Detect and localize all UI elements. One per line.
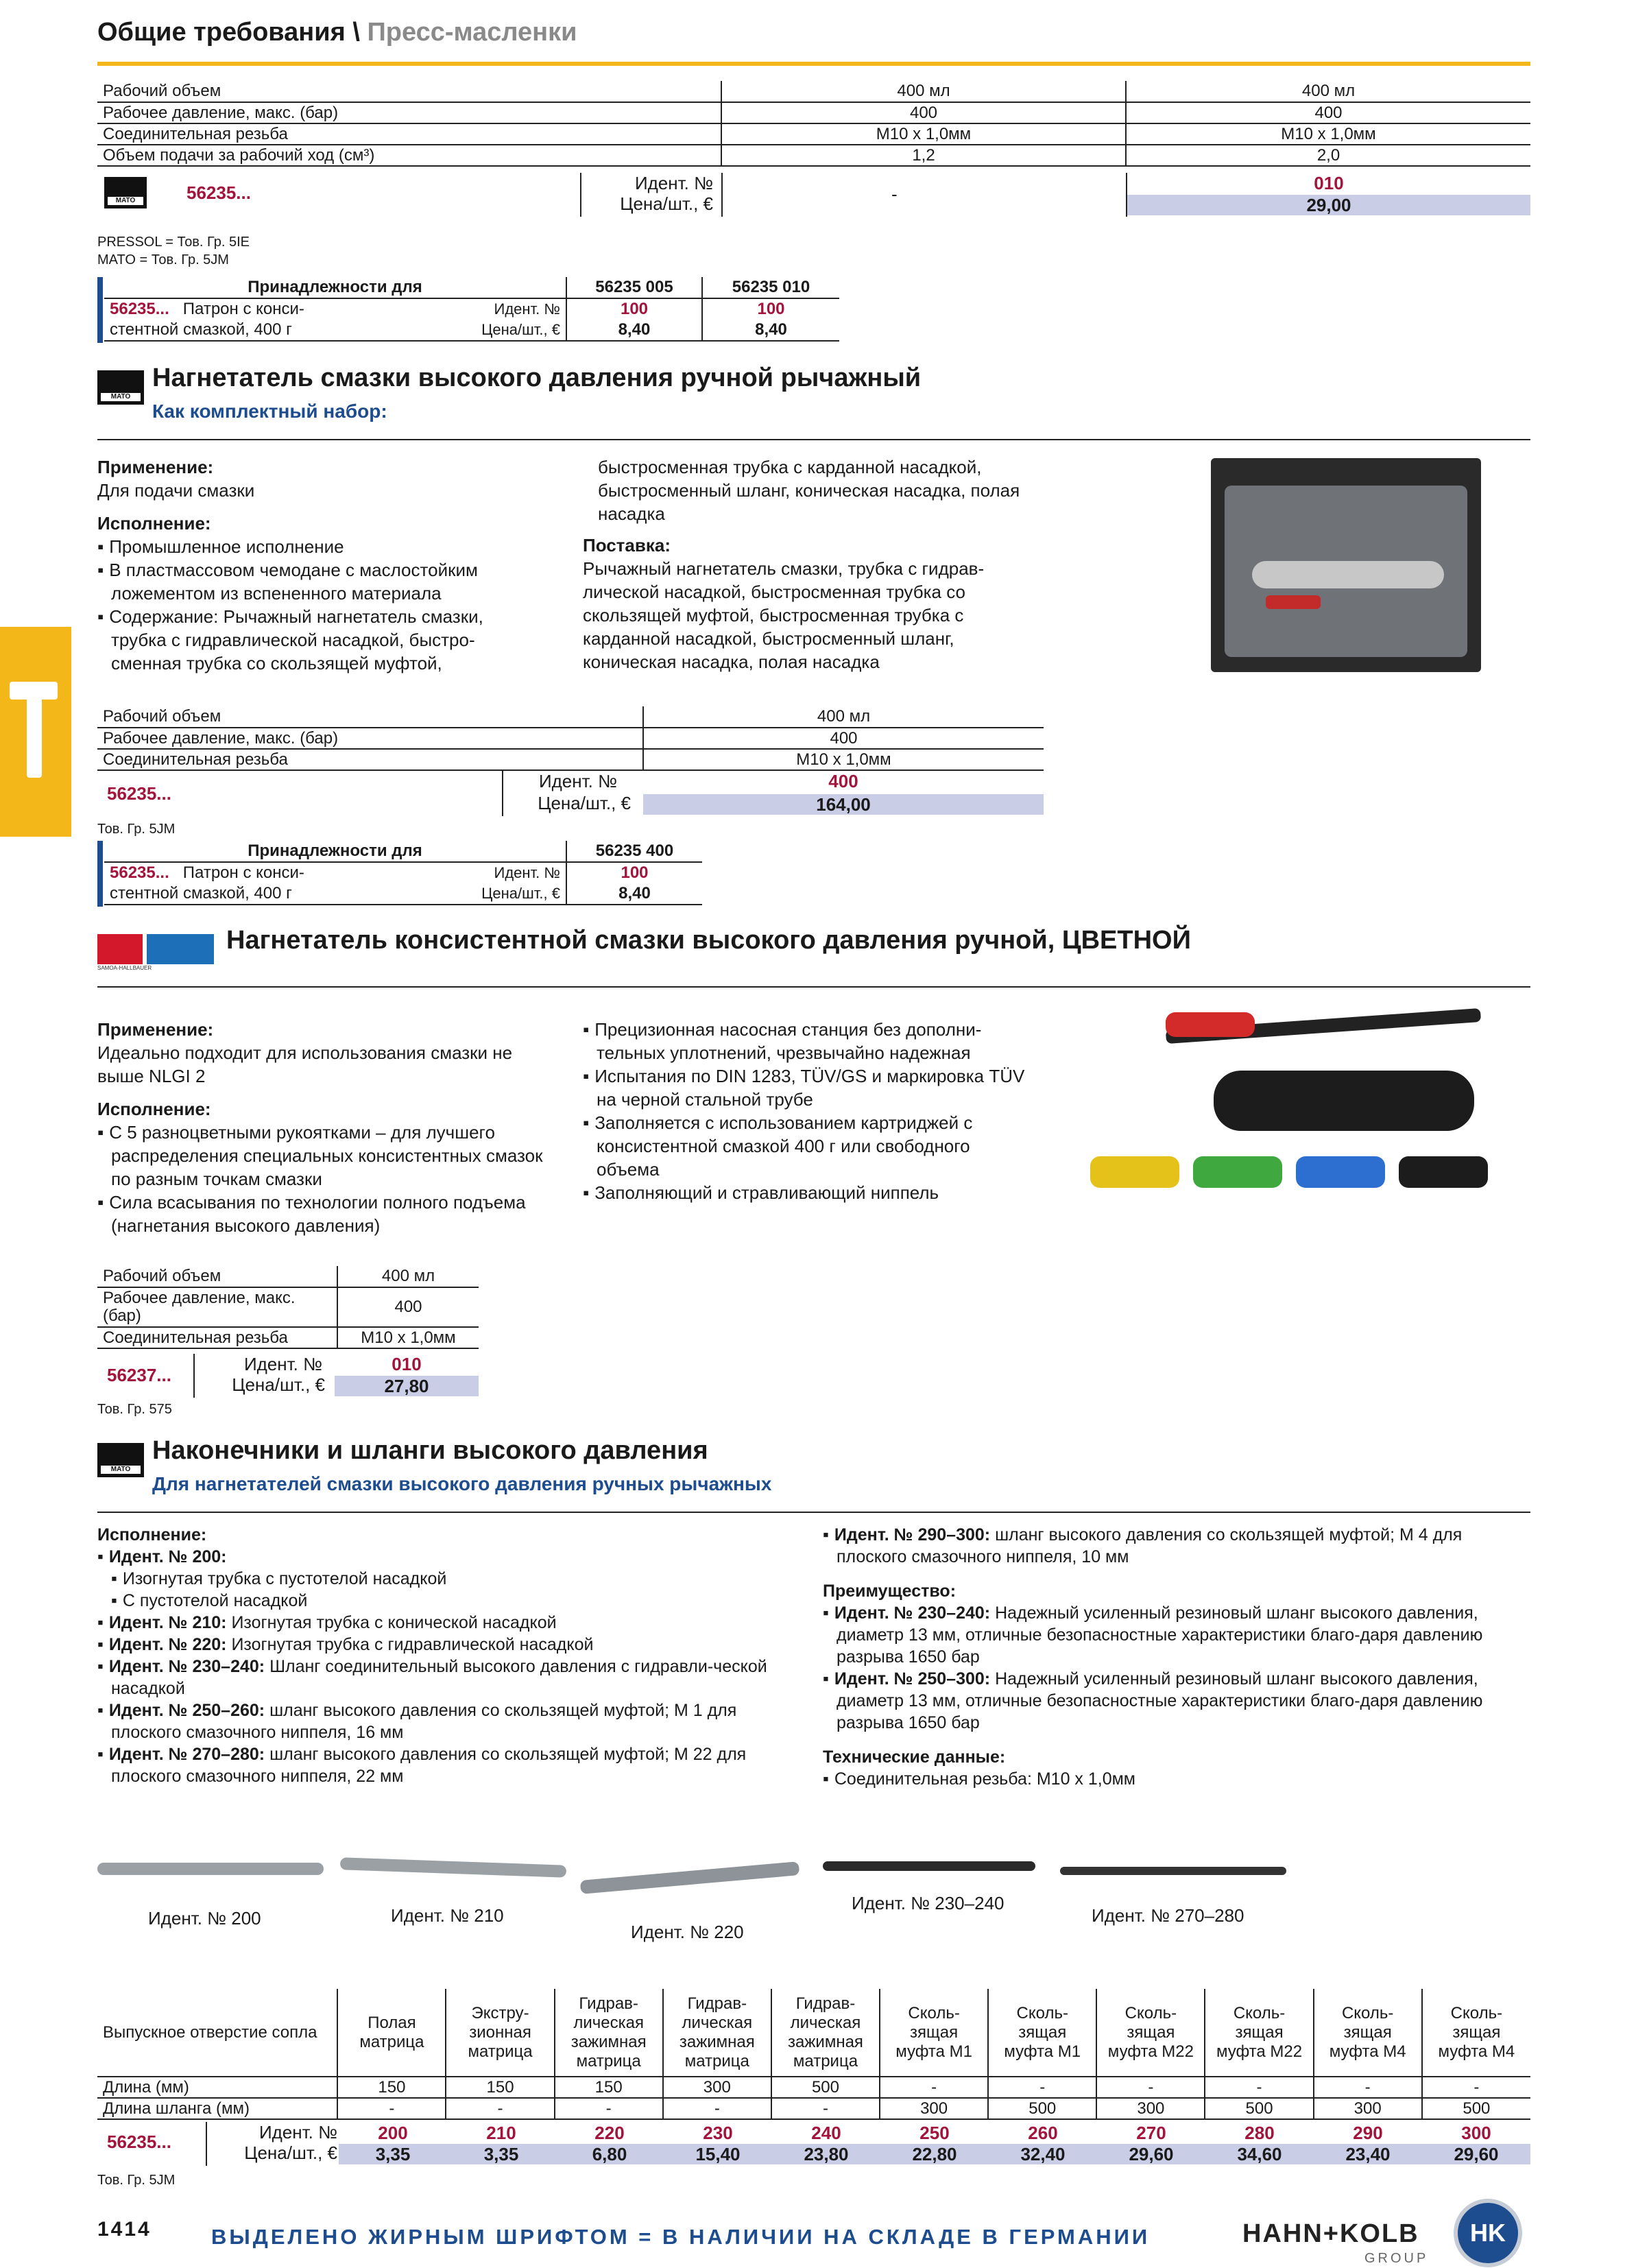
bullet-item: ▪ Сила всасывания по технологии полного подъема (нагнетания высокого давления) [97,1191,564,1237]
spec-label: Рабочий объем [97,81,721,102]
accessory-desc: стентной смазкой, 400 г [104,320,381,341]
bullet-item: ▪ Испытания по DIN 1283, TÜV/GS и маркировка TÜV на черной стальной трубе [583,1064,1028,1111]
price-row [339,2144,1530,2164]
column-head: Гидрав-лическая зажимная матрица [771,1989,880,2077]
app-heading: Применение: [97,457,214,477]
column-head: Сколь-зящая муфта M1 [880,1989,988,2077]
delivery-heading: Поставка: [583,535,671,556]
bullet-key: Идент. № 290–300: [834,1525,991,1544]
price-label: Цена/шт., € [244,2142,337,2163]
column-head: Сколь-зящая муфта M4 [1314,1989,1422,2077]
article-number: 56235... [110,863,169,882]
app-text: Идеально подходит для использования смазки не выше NLGI 2 [97,1042,513,1086]
bullet-key: Идент. № 230–240: [834,1603,991,1623]
ident-value: 100 [566,298,702,320]
note: Тов. Гр. 5JM [97,2173,176,2188]
col-left [97,1524,804,1787]
accessory-col: 56235 400 [566,841,702,862]
bullet-text: Шланг соединительный высокого давления с гидравли-ческой насадкой [111,1657,767,1698]
spec-value: 400 [337,1287,479,1327]
spec-label: Рабочий объем [97,706,643,728]
ident-value: 010 [392,1354,422,1374]
image-caption: Идент. № 200 [148,1908,261,1929]
bullet-text: шланг высокого давления со скользящей муфтой; M 22 для плоского смазочного ниппеля, 22 мм [111,1745,747,1786]
t1-divider [721,173,723,217]
price-value: 29,00 [1127,195,1530,215]
page-number: 1414 [97,2218,152,2241]
ident-value: 200 [378,2123,408,2143]
spec-label: Соединительная резьба [97,123,721,145]
section-subtitle: Как комплектный набор: [152,401,387,422]
spec-label: Рабочее давление, макс. (бар) [97,102,721,123]
ident-value: 220 [594,2123,625,2143]
price-value: 6,80 [592,2144,627,2164]
hose-length-cell: 500 [1205,2098,1313,2119]
col-left [97,455,522,675]
hose-length-cell: - [337,2098,446,2119]
spec-value: M10 x 1,0мм [721,123,1126,145]
app-text: Для подачи смазки [97,480,255,501]
price-value: 23,40 [1345,2144,1391,2164]
ident-value: - [891,184,898,204]
ident-label: Идент. № [494,864,560,881]
header-title: Общие требования [97,18,346,47]
logo-text: MATO [101,1466,141,1474]
length-cell: 500 [771,2077,880,2098]
accessory-desc: Патрон с конси- [182,863,304,882]
brand-group: GROUP [1364,2251,1429,2266]
spec-value: 400 мл [721,81,1126,102]
hose-length-cell: 300 [1096,2098,1205,2119]
price-value: 8,40 [702,320,839,341]
ident-row [339,2122,1530,2144]
col-right [823,1524,1529,1790]
spec-value: 400 [1126,102,1530,123]
spec-value: 400 [643,728,1044,749]
ident-value: 210 [486,2123,516,2143]
spec-label: Объем подачи за рабочий ход (см³) [97,145,721,166]
spec-value: 400 [721,102,1126,123]
grease-gun-case-image [1211,458,1481,672]
samoa-logo [97,934,214,971]
bullet-sub: ▪ Изогнутая трубка с пустотелой насадкой [111,1568,804,1590]
ident-label: Идент. № [538,771,617,791]
accessory-head: Принадлежности для [104,277,566,298]
side-tab [0,627,71,837]
cont-text: быстросменная трубка с карданной насадкой, быстросменный шланг, коническая насадка, полая насадка [598,457,1020,524]
article-number: 56235... [107,2132,171,2152]
row-head: Выпускное отверстие сопла [97,1989,337,2077]
bullet-item [823,1602,1529,1668]
price-value: 15,40 [695,2144,741,2164]
length-cell: 300 [663,2077,771,2098]
row-label: Длина шланга (мм) [97,2098,337,2119]
section-rule [97,986,1530,988]
ident-value: 230 [703,2123,733,2143]
t2-divider [502,771,503,816]
price-value: 3,35 [483,2144,519,2164]
spec-value: M10 x 1,0мм [337,1327,479,1348]
bullet-item [823,1524,1529,1568]
colored-grease-gun-image [1076,1005,1502,1204]
bullet-text: Надежный усиленный резиновый шланг высокого давления, диаметр 13 мм, отличные безопасностные характеристики благо-даря давлению разрыва 1650 бар [837,1669,1483,1732]
note: Тов. Гр. 5JM [97,822,176,837]
bullet-text: Надежный усиленный резиновый шланг высокого давления, диаметр 13 мм, отличные безопасностные характеристики благо-даря давлению разрыва 1650 бар [837,1603,1483,1667]
ident-value: 100 [566,862,702,883]
logo-text: SAMOA-HALLBAUER [97,965,152,971]
price-label: Цена/шт., € [232,1374,325,1395]
column-head: Сколь-зящая муфта M1 [988,1989,1096,2077]
length-cell: - [880,2077,988,2098]
price-label: Цена/шт., € [538,793,631,813]
hose-length-cell: - [771,2098,880,2119]
ident-value: 240 [811,2123,841,2143]
hose-length-cell: 500 [1422,2098,1530,2119]
bullet-key: Идент. № 220: [108,1635,227,1654]
spec-value: 400 мл [337,1266,479,1287]
length-cell: 150 [555,2077,663,2098]
col-left [97,1018,564,1237]
bullet-text: Изогнутая трубка с конической насадкой [226,1613,557,1632]
bullet-key: Идент. № 270–280: [108,1745,265,1764]
section-subtitle: Для нагнетателей смазки высокого давления ручных рычажных [152,1473,772,1494]
header-subtitle: Пресс-масленки [367,18,577,47]
exec-heading: Исполнение: [97,1525,207,1544]
t1-divider [580,173,581,217]
hose-length-cell: 500 [988,2098,1096,2119]
bullet-item: ▪ С 5 разноцветными рукоятками – для лучшего распределения специальных консистентных смазок по разным точкам смазки [97,1121,564,1191]
accessory-table-2 [104,841,702,905]
ident-value: 270 [1136,2123,1166,2143]
spec-table-3 [97,1266,479,1349]
length-cell: 150 [337,2077,446,2098]
accessory-col: 56235 010 [702,277,839,298]
hose-image-270 [1060,1867,1286,1875]
length-cell: - [1205,2077,1313,2098]
column-head: Гидрав-лическая зажимная матрица [663,1989,771,2077]
price-label: Цена/шт., € [620,193,713,214]
hose-length-cell: - [555,2098,663,2119]
bullet-item: ▪ Соединительная резьба: M10 x 1,0мм [823,1768,1529,1790]
spec-label: Рабочий объем [97,1266,337,1287]
accessory-head: Принадлежности для [104,841,566,862]
section-title: Наконечники и шланги высокого давления [152,1436,708,1465]
note: MATO = Тов. Гр. 5JM [97,252,229,267]
image-caption: Идент. № 210 [391,1905,504,1926]
t3-divider [193,1354,195,1398]
spec-table-2 [97,706,1044,771]
hose-length-cell: 300 [1314,2098,1422,2119]
ident-label: Идент. № [634,173,713,193]
ident-value: 290 [1353,2123,1383,2143]
bullet-item: ▪ Заполняющий и стравливающий ниппель [583,1181,1028,1204]
bullet-item [97,1634,804,1656]
hose-image-230 [823,1861,1035,1871]
price-label: Цена/шт., € [381,883,566,905]
column-head: Сколь-зящая муфта M22 [1096,1989,1205,2077]
length-cell: - [1314,2077,1422,2098]
article-number: 56235... [187,182,251,203]
nozzle-table [97,1989,1530,2120]
spec-value: M10 x 1,0мм [643,749,1044,770]
accessory-col: 56235 005 [566,277,702,298]
hose-length-cell: 300 [880,2098,988,2119]
nozzle-image-220 [580,1861,800,1894]
bullet-item: ▪ Заполняется с использованием картриджей с консистентной смазкой 400 г или свободного объема [583,1111,1028,1181]
price-value: 3,35 [375,2144,411,2164]
bullet-item [823,1668,1529,1734]
nozzle-image-200 [97,1863,324,1875]
price-value: 164,00 [643,794,1044,815]
ident-label: Идент. № [494,300,560,318]
price-value: 27,80 [335,1376,479,1396]
delivery-text: Рычажный нагнетатель смазки, трубка с гидрав-лической насадкой, быстросменная трубка со скользящей муфтой, быстросменная трубка с карданной насадкой, быстросменный шланг, коническая насадка, полая насадка [583,558,985,672]
section-title: Нагнетатель смазки высокого давления ручной рычажный [152,363,922,392]
price-value: 29,60 [1454,2144,1499,2164]
spec-value: 400 мл [643,706,1044,728]
accessory-desc: Патрон с конси- [182,300,304,318]
col-mid [583,455,1022,673]
logo-text: MATO [101,393,141,401]
bullet-item: ▪ В пластмассовом чемодане с маслостойким ложементом из вспененного материала [97,558,522,605]
hose-length-cell: - [446,2098,554,2119]
hose-length-cell: - [663,2098,771,2119]
page-header [97,18,577,47]
ident-value: 010 [1314,173,1344,193]
bullet-item: ▪ Содержание: Рычажный нагнетатель смазки, трубка с гидравлической насадкой, быстро-сменная трубка со скользящей муфтой, [97,605,522,675]
article-number: 56235... [110,300,169,318]
price-value: 8,40 [566,320,702,341]
tech-heading: Технические данные: [823,1747,1006,1767]
price-value: 29,60 [1129,2144,1174,2164]
ident-value: 280 [1244,2123,1275,2143]
spec-value: 1,2 [721,145,1126,166]
mato-logo [97,370,144,405]
accessory-bar [97,841,103,907]
article-number: 56237... [107,1365,171,1385]
bullet-item [97,1699,804,1743]
ident-value: 250 [919,2123,950,2143]
bullet-key: Идент. № 250–300: [834,1669,991,1688]
spec-value: M10 x 1,0мм [1126,123,1530,145]
bullet-item [97,1743,804,1787]
bullet-sub: ▪ С пустотелой насадкой [111,1590,804,1612]
mato-logo: MATO [104,177,147,208]
bullet-item: ▪ Промышленное исполнение [97,535,522,558]
bullet-key: Идент. № 210: [108,1613,227,1632]
spec-label: Соединительная резьба [97,749,643,770]
article-number: 56235... [107,783,171,804]
bullet-text: шланг высокого давления со скользящей муфтой; M 4 для плоского смазочного ниппеля, 10 мм [837,1525,1463,1566]
length-cell: 150 [446,2077,554,2098]
note: Тов. Гр. 575 [97,1402,172,1417]
image-caption: Идент. № 230–240 [852,1893,1005,1913]
ident-value: 260 [1028,2123,1058,2143]
price-value: 32,40 [1020,2144,1066,2164]
footer-note: ВЫДЕЛЕНО ЖИРНЫМ ШРИФТОМ = В НАЛИЧИИ НА СКЛАДЕ В ГЕРМАНИИ [211,2225,1151,2249]
length-cell: - [988,2077,1096,2098]
header-rule [97,62,1530,66]
ident-value: 100 [702,298,839,320]
spec-value: 400 мл [1126,81,1530,102]
price-value: 8,40 [566,883,702,905]
ident-label: Идент. № [243,1354,322,1374]
nozzle-image-210 [340,1857,566,1878]
spec-label: Рабочее давление, макс. (бар) [97,728,643,749]
spec-table-1 [97,81,1530,167]
bullet-item [97,1612,804,1634]
row-label: Длина (мм) [97,2077,337,2098]
section-rule [97,439,1530,440]
col-mid [583,1018,1028,1204]
mato-logo [97,1443,144,1477]
exec-heading: Исполнение: [97,1099,211,1119]
bullet-key: Идент. № 200: [108,1547,227,1566]
adv-heading: Преимущество: [823,1581,957,1601]
bullet-text: Изогнутая трубка с гидравлической насадкой [226,1635,594,1654]
column-head: Сколь-зящая муфта M22 [1205,1989,1313,2077]
brand-name: HAHN+KOLB [1242,2219,1419,2248]
app-heading: Применение: [97,1019,214,1040]
ident-label: Идент. № [258,2122,337,2142]
bullet-text: шланг высокого давления со скользящей муфтой; M 1 для плоского смазочного ниппеля, 16 мм [111,1701,737,1742]
image-caption: Идент. № 270–280 [1092,1905,1244,1926]
spec-label: Рабочее давление, макс. (бар) [97,1287,337,1327]
accessory-table-1 [104,277,839,342]
price-value: 23,80 [804,2144,849,2164]
bullet-item [97,1656,804,1699]
column-head: Гидрав-лическая зажимная матрица [555,1989,663,2077]
ident-value: 400 [828,771,858,791]
header-sep: \ [352,18,360,47]
length-cell: - [1422,2077,1530,2098]
bullet-key: Идент. № 230–240: [108,1657,265,1676]
bullet-key: Идент. № 250–260: [108,1701,265,1720]
note: PRESSOL = Тов. Гр. 5IE [97,235,250,250]
hammer-icon [10,675,64,785]
bullet-item [97,1546,804,1568]
image-caption: Идент. № 220 [631,1922,744,1942]
brand-badge: HK [1454,2199,1522,2267]
ident-value: 300 [1461,2123,1491,2143]
accessory-desc: стентной смазкой, 400 г [104,883,381,905]
exec-heading: Исполнение: [97,513,211,534]
spec-label: Соединительная резьба [97,1327,337,1348]
section-rule [97,1512,1530,1513]
column-head: Полая матрица [337,1989,446,2077]
price-label: Цена/шт., € [381,320,566,341]
price-value: 34,60 [1237,2144,1282,2164]
bullet-item: ▪ Прецизионная насосная станция без дополни-тельных уплотнений, чрезвычайно надежная [583,1018,1028,1064]
accessory-bar [97,277,103,343]
column-head: Экстру-зионная матрица [446,1989,554,2077]
price-value: 22,80 [912,2144,957,2164]
spec-value: 2,0 [1126,145,1530,166]
length-cell: - [1096,2077,1205,2098]
section-title: Нагнетатель консистентной смазки высокого давления ручной, ЦВЕТНОЙ [226,926,1191,955]
column-head: Сколь-зящая муфта M4 [1422,1989,1530,2077]
